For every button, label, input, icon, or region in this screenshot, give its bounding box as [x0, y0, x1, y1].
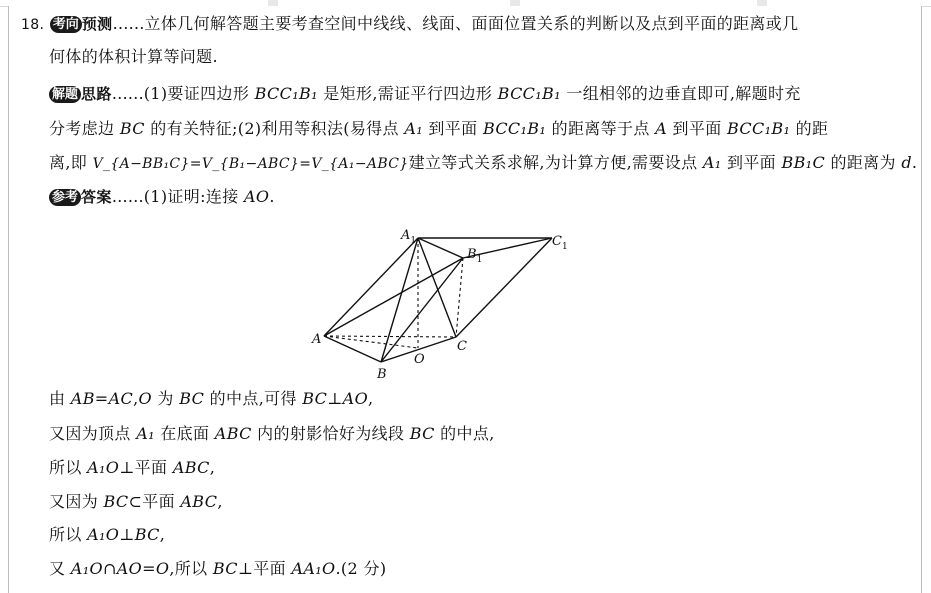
- text: ,: [368, 389, 374, 408]
- text: 在底面: [154, 424, 215, 443]
- text: .: [269, 187, 275, 206]
- text: 的中点,: [434, 424, 495, 443]
- math: ABC: [172, 458, 210, 477]
- math-bb1c: BB₁C: [781, 153, 826, 172]
- math-bcc1b1: BCC₁B₁: [497, 84, 561, 103]
- text: ,: [159, 525, 166, 544]
- text: .(2 分): [335, 559, 387, 578]
- text: 分考虑边: [49, 119, 120, 138]
- math-bc: BC: [119, 119, 145, 138]
- label-b1: $B_1$: [467, 247, 483, 265]
- proof-line-5: [49, 525, 165, 545]
- math: BC: [212, 559, 238, 578]
- math: ABC: [180, 492, 218, 511]
- text: 的中点,可得: [204, 389, 303, 408]
- kaoxiang-title: 预测: [81, 15, 113, 33]
- text: 的有关特征;(2)利用等积法(易得点: [144, 119, 405, 138]
- document-page: [8, 6, 922, 593]
- math: BC: [134, 525, 160, 544]
- text: 建立等式关系求解,为计算方便,需要设点: [408, 153, 703, 172]
- text: 的距离为: [825, 153, 902, 172]
- dots: ……: [111, 187, 144, 206]
- text: (1)要证四边形: [143, 84, 255, 103]
- math-bcc1b1: BCC₁B₁: [482, 119, 547, 138]
- label-a1: $A_1$: [401, 228, 417, 246]
- math-d: d: [901, 153, 912, 172]
- text: 的距离等于点: [546, 119, 656, 138]
- text: 到平面: [423, 119, 483, 138]
- text: ∩: [102, 559, 117, 578]
- math: A₁O: [87, 525, 120, 544]
- math-bcc1b1: BCC₁B₁: [727, 119, 791, 138]
- label-c: C: [457, 339, 467, 354]
- text: 由: [49, 389, 71, 408]
- math: A₁O: [70, 559, 103, 578]
- math: BC: [409, 424, 435, 443]
- proof-line-1: [49, 389, 373, 409]
- text: 到平面: [667, 119, 727, 138]
- math: AA₁O: [291, 559, 336, 578]
- math-a: A: [655, 119, 668, 138]
- math: BC⊥AO: [302, 389, 369, 408]
- text: ,: [133, 389, 139, 408]
- math: AO: [116, 559, 143, 578]
- text: 到平面: [721, 153, 782, 172]
- jieti-title: 思路: [81, 85, 112, 103]
- math-ao: AO: [244, 187, 270, 206]
- math: ABC: [214, 424, 252, 443]
- volume-equation: V_{A−BB₁C}=V_{B₁−ABC}=V_{A₁−ABC}: [92, 156, 409, 172]
- text: 的距: [790, 119, 829, 138]
- text: 所以: [49, 525, 88, 544]
- proof-line-4: [49, 492, 223, 512]
- proof-line-6: [49, 559, 386, 579]
- dots: ……: [112, 14, 145, 33]
- kaoxiang-badge: 考向: [50, 16, 82, 33]
- text: 又: [49, 559, 71, 578]
- text: ⊥平面: [119, 458, 173, 477]
- text: 内的射影恰好为线段: [251, 424, 410, 443]
- text: 又因为: [49, 492, 104, 511]
- math-bcc1b1: BCC₁B₁: [254, 84, 318, 103]
- text: 是矩形,需证平行四边形: [323, 84, 498, 103]
- math: O: [138, 389, 152, 408]
- text: ,所以: [169, 559, 213, 578]
- math: A₁: [136, 424, 155, 443]
- text: ⊂平面: [128, 492, 181, 511]
- text: 离,即: [49, 153, 93, 172]
- cankao-title: 答案: [81, 188, 112, 206]
- math-a1: A₁: [702, 153, 722, 172]
- question-number: 18.: [21, 17, 45, 33]
- text: 又因为顶点: [49, 424, 137, 443]
- cankao-badge: 参考: [49, 189, 81, 206]
- label-a: A: [312, 332, 322, 347]
- text: ⊥: [119, 525, 135, 544]
- math: BC: [103, 492, 129, 511]
- proof-line-2: [49, 424, 495, 444]
- math: BC: [179, 389, 205, 408]
- jieti-badge: 解题: [49, 86, 81, 103]
- text: 所以: [49, 458, 88, 477]
- text: 一组相邻的边垂直即可,解题时充: [566, 84, 801, 103]
- jieti-line-3: 离,即 V_{A−BB₁C}=V_{B₁−ABC}=V_{A₁−ABC}建立等式关系求解,为计算方便,需要设点 A₁ 到平面 BB₁C 的距离为 d.: [49, 153, 918, 172]
- label-c1: $C_1$: [552, 234, 568, 252]
- math-a1: A₁: [404, 119, 423, 138]
- dots: ……: [111, 84, 144, 103]
- kaoxiang-text-1: 立体几何解答题主要考查空间中线线、线面、面面位置关系的判断以及点到平面的距离或几: [144, 14, 799, 33]
- text: ,: [217, 492, 223, 511]
- text: ⊥平面: [237, 559, 292, 578]
- label-b: B: [377, 367, 387, 382]
- label-o: O: [414, 352, 425, 367]
- text: (1)证明:连接: [143, 187, 245, 206]
- proof-line-3: [49, 458, 215, 478]
- text: 为: [151, 389, 180, 408]
- text: ,: [209, 458, 216, 477]
- kaoxiang-text-2: 何体的体积计算等问题.: [49, 47, 218, 66]
- text: =: [142, 559, 156, 578]
- vertex-labels: [311, 228, 568, 382]
- math: O: [155, 559, 170, 578]
- math: A₁O: [87, 458, 120, 477]
- math: AB=AC: [70, 389, 134, 408]
